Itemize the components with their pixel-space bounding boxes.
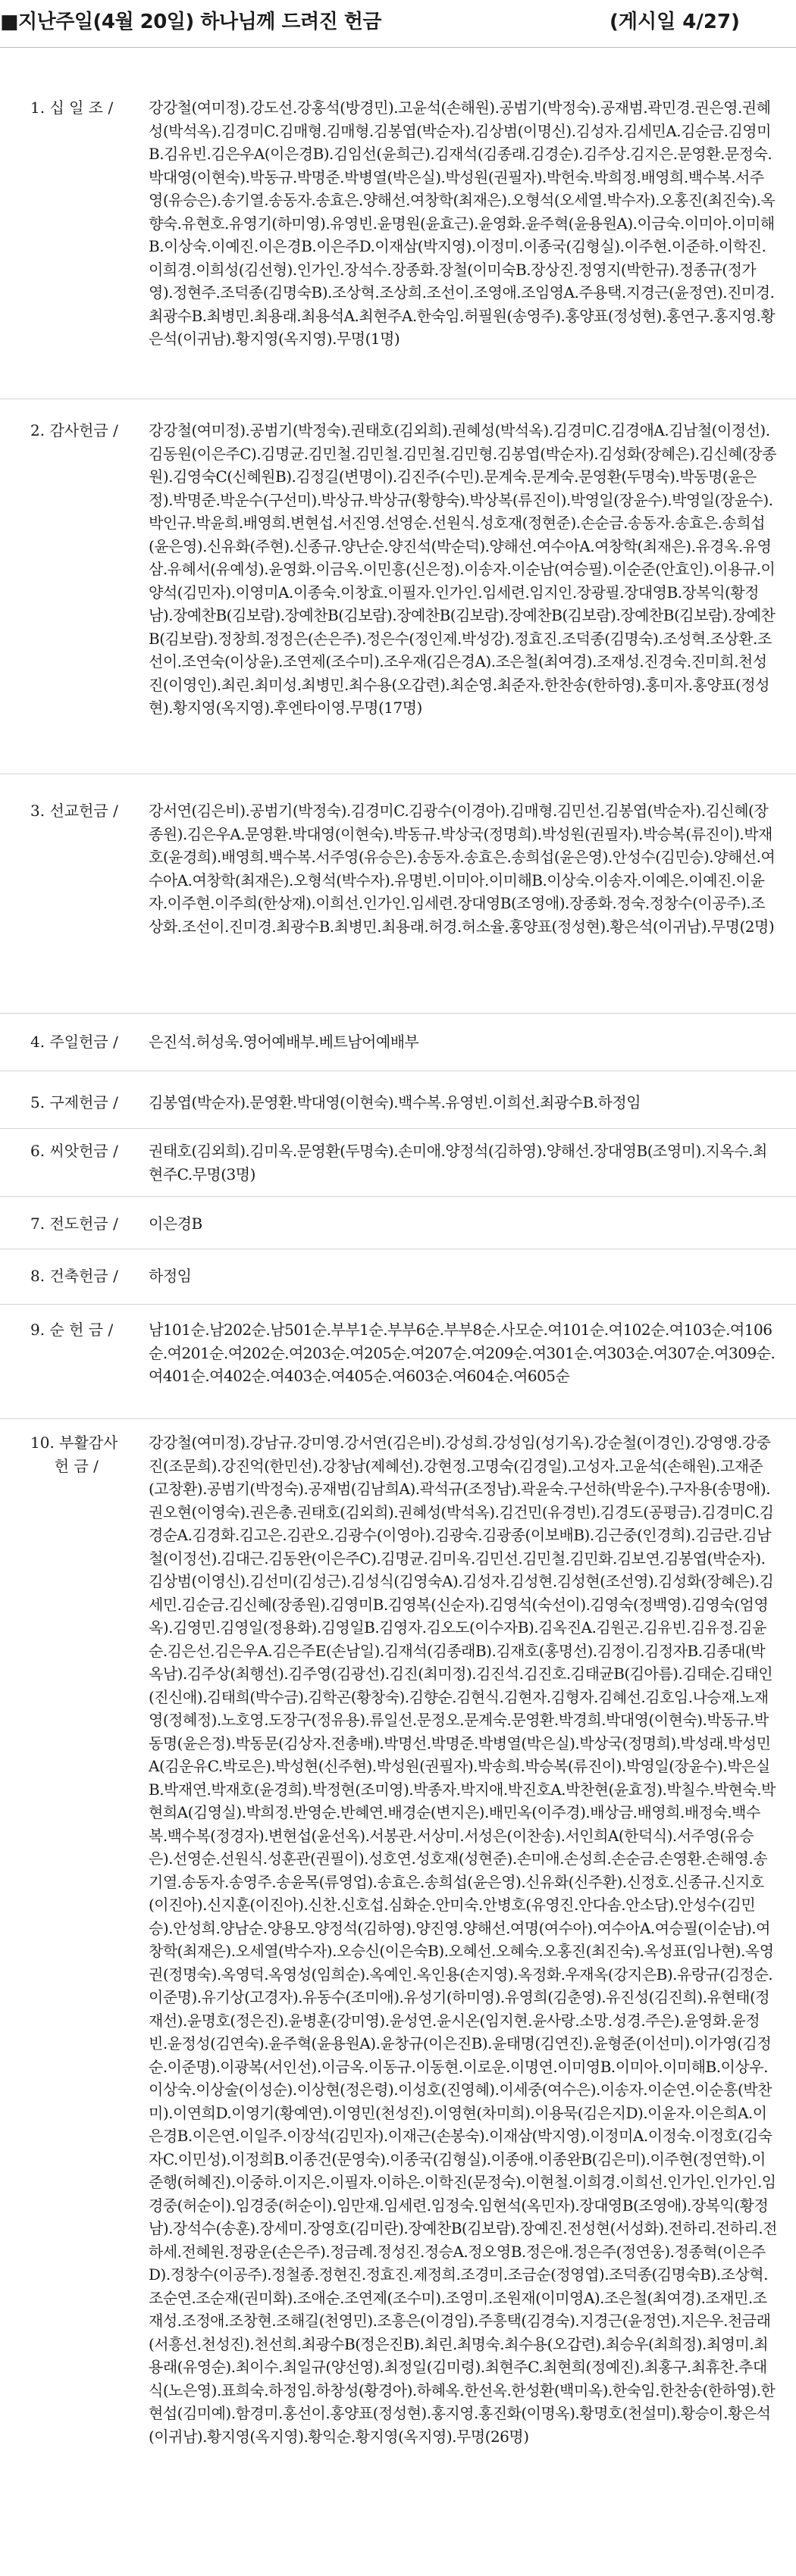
section-donors: 하정임 — [149, 1267, 192, 1285]
section-label: 6. 씨앗헌금 / — [30, 1142, 118, 1160]
section-donors: 김봉엽(박순자).문영환.박대영(이현숙).백수복.유영빈.이희선.최광수B.하정임 — [149, 1093, 641, 1111]
section-label: 7. 전도헌금 / — [30, 1215, 118, 1233]
section-evangelism — [0, 1197, 796, 1249]
section-label: 9. 순 헌 금 / — [30, 1321, 114, 1339]
posted-date: (게시일 4/27) — [610, 11, 740, 33]
bullet-icon: ■ — [0, 11, 19, 33]
section-donors: 남101순.남202순.남501순.부부1순.부부6순.부부8순.사모순.여101순.여102순.여103순.여106순.여201순.여202순.여203순.여205순.여207순.여209순.여301순.여303순.여307순.여309순.여401순.여402순.여403순.여405순.여603순.여604순.여605순 — [149, 1321, 776, 1385]
section-label: 1. 십 일 조 / — [30, 98, 114, 117]
section-donors: 강서연(김은비).공범기(박정숙).김경미C.김광수(이경아).김매형.김민선.김봉엽(박순자).김신혜(장종원).김은우A.문영환.박대영(이현숙).박동규.박상국(정명희).박성원(권필자).박승복(류진이).박재호(윤경희).배영희.백수복.서주영(유승은).송동자.송효은.송희섭(윤은영).안성수(김민승).양해선.여수아A.여창학(최재은).오형석(박수자).유명빈.이미아.이미해B.이상숙.이송자.이예은.이예진.이윤자.이주현.이주희(한상재).이희선.인가인.임세련.장대영B(조영애).장종화.정숙.정창수(이공주).조상화.조선이.진미경.최광수B.최병민.최용래.허경.허소율.홍양표(정성현).황은석(이귀남).무명(2명) — [149, 802, 776, 936]
section-donors: 강강철(여미정).강도선.강홍석(방경민).고윤석(손해원).공범기(박정숙).공재범.곽민경.권은영.권혜성(박석옥).김경미C.김매형.김매형.김봉엽(박순자).김상범(이명신).김성자.김세민A.김순금.김영미B.김유빈.김은우A(이은경B).김임선(윤희근).김재석(김종래.김경순).김주상.김지은.문영환.문정숙.박대영(이현숙).박동규.박명준.박병열(박은실).박성원(권필자).박헌숙.박희정.배영희.백수복.서주영(유승은).송기열.송동자.송효은.양해선.여창학(최재은).오형석(오세열.박수자).오홍진(최진숙).옥향숙.유현호.유영기(하미영).유영빈.윤명원(윤효근).윤영화.윤주혁(윤용원A).이금숙.이미아.이미해B.이상숙.이예진.이은경B.이은주D.이재삼(박지영).이정미.이종국(김형실).이주현.이준하.이학진.이희경.이희성(김선형).인가인.장석수.장종화.장철(이미숙B.장상진.정영지(박한규).정종규(정가영).정현주.조덕종(김명숙B).조상혁.조상희.조선이.조영애.조임영A.주용택.지경근(윤정연).진미경.최광수B.최병민.최용래.최용석A.최현주A.한숙임.허필원(송영주).홍양표(정성현).홍연구.홍지영.황은석(이귀남).황지영(옥지영).무명(1명) — [149, 98, 776, 348]
offering-list — [0, 48, 796, 2506]
section-sunday — [0, 1014, 796, 1071]
page-title: 지난주일(4월 20일) 하나님께 드려진 헌금 — [18, 11, 381, 33]
section-donors: 강강철(여미정).강남규.강미영.강서연(김은비).강성희.강성임(성기옥).강순철(이경인).강영앵.강중진(조문희).강진억(한민선).강창남(제혜선).강현정.고명숙(김경일).고성자.고윤석(손해원).고재준(고창환).공범기(박정숙).공재범(김남희A).곽석규(조정남).곽윤숙.구선하(박윤수).구자용(송명애).권오현(이영숙).권은총.권태호(김외희).권혜성(박석옥).김건민(유경빈).김경도(공평금).김경미C.김경순A.김경화.김고은.김관오.김광수(이영아).김광숙.김광종(이보배B).김근중(인경희).김금란.김남철(이정선).김대근.김동완(이은주C).김명균.김미옥.김민선.김민철.김민화.김보연.김봉엽(박순자).김상범(이영신).김선미(김성근).김성식(김영숙A).김성자.김성현.김성현(조선영).김성화(장혜은).김세민.김순금.김신혜(장종원).김영미B.김영복(신순자).김영석(숙선이).김영숙(정백영).김영숙(엄영옥).김영민.김영일(정용화).김영일B.김영자.김오도(이수자B).김옥진A.김원곤.김유빈.김유정.김윤순.김은선.김은우A.김은주E(손남일).김재석(김종래B).김재호(홍명선).김정이.김정자B.김종대(박옥남).김주상(최행선).김주영(김광선).김진(최미정).김진석.김진호.김태균B(김아름).김태순.김태인(진신애).김태희(박수금).김학곤(황창숙).김향순.김현식.김현자.김형자.김혜선.김호임.나승재.노재영(정혜정).노호영.도장구(정유용).류일선.문정오.문계숙.문영환.박경희.박대영(이현숙).박동규.박동명(윤은정).박동문(김상자.전총배).박명선.박명준.박병열(박은실).박상국(정명희).박성래.박성민A(김운유C.박로은).박성현(신주현).박성원(권필자).박송희.박승복(류진이).박영일(장윤수).박은실B.박재연.박재호(윤경희).박정현(조미영).박종자.박지애.박진호A.박찬현(윤효정).박칠수.박현숙.박현희A(김영실).박희정.반영순.반혜연.배경순(변지은).배민옥(이주경).배상금.배영희.배정숙.백수복.백수복(정경자).변현섭(윤선옥).서봉관.서상미.서성은(이찬송).서인희A(한덕식).서주영(유승은).선영순.선원식.성훈관(권필이).성호연.성호재(성현준).손미애.손성희.손순금.손영환.손해영.송기열.송동자.송영주.송윤목(류영업).송효은.송희섭(윤은영).신유화(신주환).신정호.신종규.신지호(이진아).신지훈(이진아).신찬.신호섭.심화순.안미숙.안병호(유영진.안다솜.안소담).안성수(김민승).안성희.양남순.양용모.양정석(김하영).양진영.양해선.여명(여수아).여수아A.여승필(이순남).여창학(최재은).오세열(박수자).오승신(이은숙B).오혜선.오혜숙.오홍진(최진숙).옥성표(임나현).옥영권(정명숙).옥영덕.옥영성(임희순).옥예인.옥인용(손지영).옥정화.우재옥(강지은B).유랑규(김정순.이준명).유기상(고경자).유동수(조미애).유성기(하미영).유영희(김춘영).유진성(김진희).유현태(정재선).윤명호(정은진).윤병훈(강미영).윤성연.윤시온(임지현.윤사랑.소망.성경.주은).윤영화.윤정빈.윤정성(김연숙).윤주혁(윤용원A).윤창규(이은진B).윤태명(김연진).윤형준(이선미).이가영(김정순.이준명).이광복(서인선).이금옥.이동규.이동현.이로운.이명연.이미영B.이미아.이미해B.이상우.이상숙.이상술(이성순).이상현(정은령).이성호(진영혜).이세중(여수은).이송자.이순연.이순흥(박찬미).이연희D.이영기(황예연).이영민(천성진).이영현(차미희).이용묵(김은지D).이윤자.이은희A.이은경B.이은연.이일주.이장석(김민자).이재근(손봉숙).이재삼(박지영).이정미A.이정숙.이정호(김숙자C.이민성).이정희B.이종건(문영숙).이종국(김형실).이종애.이종완B(김은미).이주현(정연학).이준행(허혜진).이중하.이지은.이필자.이하은.이학진(문정숙).이현철.이희경.이희선.인가인.인가인.임경중(허순이).임경중(허순이).임만재.임세련.임정숙.임현석(옥민자).장대영B(조영애).장복익(황정남).장석수(송훈).장세미.장영호(김미란).장예찬B(김보람).장예진.전성현(서성화).전하리.전하리.전하세.전혜원.정광운(손은주).정금례.정성진.정승A.정오영B.정은애.정은주(정연웅).정종혁(이은주D).정창수(이공주).정철종.정현진.정효진.제정희.조경미.조금순(정영엽).조덕종(김명숙B).조상혁.조순연.조순재(권미화).조애순.조연제(조수미).조영미.조원재(이미영A).조은철(최여경).조재민.조재성.조정애.조창현.조해길(천영민).조흥은(이경임).주흥택(김경숙).지경근(윤정연).지은우.천금래(서흥선.천성진).천선희.최광수B(정은진B).최린.최명숙.최수용(오갑련).최승우(최희정).최영미.최용래(유영순).최이수.최일규(양선영).최정일(김미령).최현주C.최현희(정예진).최홍구.최휴찬.추대식(노은영).표희숙.하정임.하창성(황경아).하혜옥.한선옥.한성환(백미옥).한숙임.한찬송(한하영).한현섭(김미예).함경미.홍선이.홍양표(정성현).홍지영.홍진화(이명옥).황명호(천설미).황승이.황은석(이귀남).황지영(옥지영).황익순.황지영(옥지영).무명(26명) — [149, 1433, 777, 2446]
section-donors: 권태호(김외희).김미옥.문영환(두명숙).손미애.양정석(김하영).양해선.장대영B(조영미).지옥수.최현주C.무명(3명) — [149, 1142, 767, 1183]
section-mission — [0, 774, 796, 1014]
section-label: 4. 주일헌금 / — [30, 1033, 118, 1051]
section-thanksgiving — [0, 399, 796, 774]
section-label: 3. 선교헌금 / — [30, 802, 118, 820]
section-label: 5. 구제헌금 / — [30, 1093, 118, 1111]
section-donors: 이은경B — [149, 1215, 202, 1233]
section-label: 8. 건축헌금 / — [30, 1267, 118, 1285]
section-easter — [0, 1419, 796, 2506]
section-donors: 강강철(여미정).공범기(박정숙).권태호(김외희).권혜성(박석옥).김경미C.김경애A.김남철(이정선).김동원(이은주C).김명균.김민철.김민철.김민철.김민형.김봉엽(박순자).김성화(장혜은).김신혜(장종원).김영숙C(신혜원B).김정길(변명이).김진주(수민).문계숙.문계숙.문영환(두명숙).박동명(윤은정).박명준.박운수(구선미).박상규.박상규(황향숙).박상복(류진이).박영일(장윤수).박영일(장윤수).박인규.박윤희.배영희.변현섭.서진영.선영순.선원식.성호재(정현준).손순금.송동자.송효은.송희섭(윤은영).신유화(주현).신종규.양난순.양진석(박순덕).양해선.여수아A.여창학(최재은).유경옥.유영삼.유혜서(유예성).윤영화.이금옥.이민흥(신은정).이송자.이순남(여승필).이순준(안효인).이용규.이양석(김민자).이영미A.이종숙.이창효.이필자.인가인.임세련.임지인.장광필.장대영B.장복익(황정남).장예찬B(김보람).장예찬B(김보람).장예찬B(김보람).장예찬B(김보람).장예찬B(김보람).장예찬B(김보람).정창희.정정은(손은주).정은수(정인제.박성강).정효진.조덕종(김명숙).조성혁.조상환.조선이.조연숙(이상윤).조연제(조수미).조우재(김은경A).조은철(최여경).조재성.진경숙.진미희.천성진(이영인).최린.최미성.최병민.최수용(오갑련).최순영.최준자.한찬송(한하영).홍미자.홍양표(정성현).황지영(옥지영).후엔타이영.무명(17명) — [149, 421, 776, 717]
section-seed — [0, 1129, 796, 1197]
page-header — [0, 0, 796, 48]
section-cell-group — [0, 1305, 796, 1419]
section-label: 2. 감사헌금 / — [30, 421, 118, 439]
section-building — [0, 1249, 796, 1305]
section-tithe — [0, 48, 796, 399]
section-donors: 은진석.허성욱.영어예배부.베트남어예배부 — [149, 1033, 419, 1051]
section-label: 10. 부활감사 헌 금 / — [30, 1433, 118, 1475]
section-relief — [0, 1071, 796, 1129]
